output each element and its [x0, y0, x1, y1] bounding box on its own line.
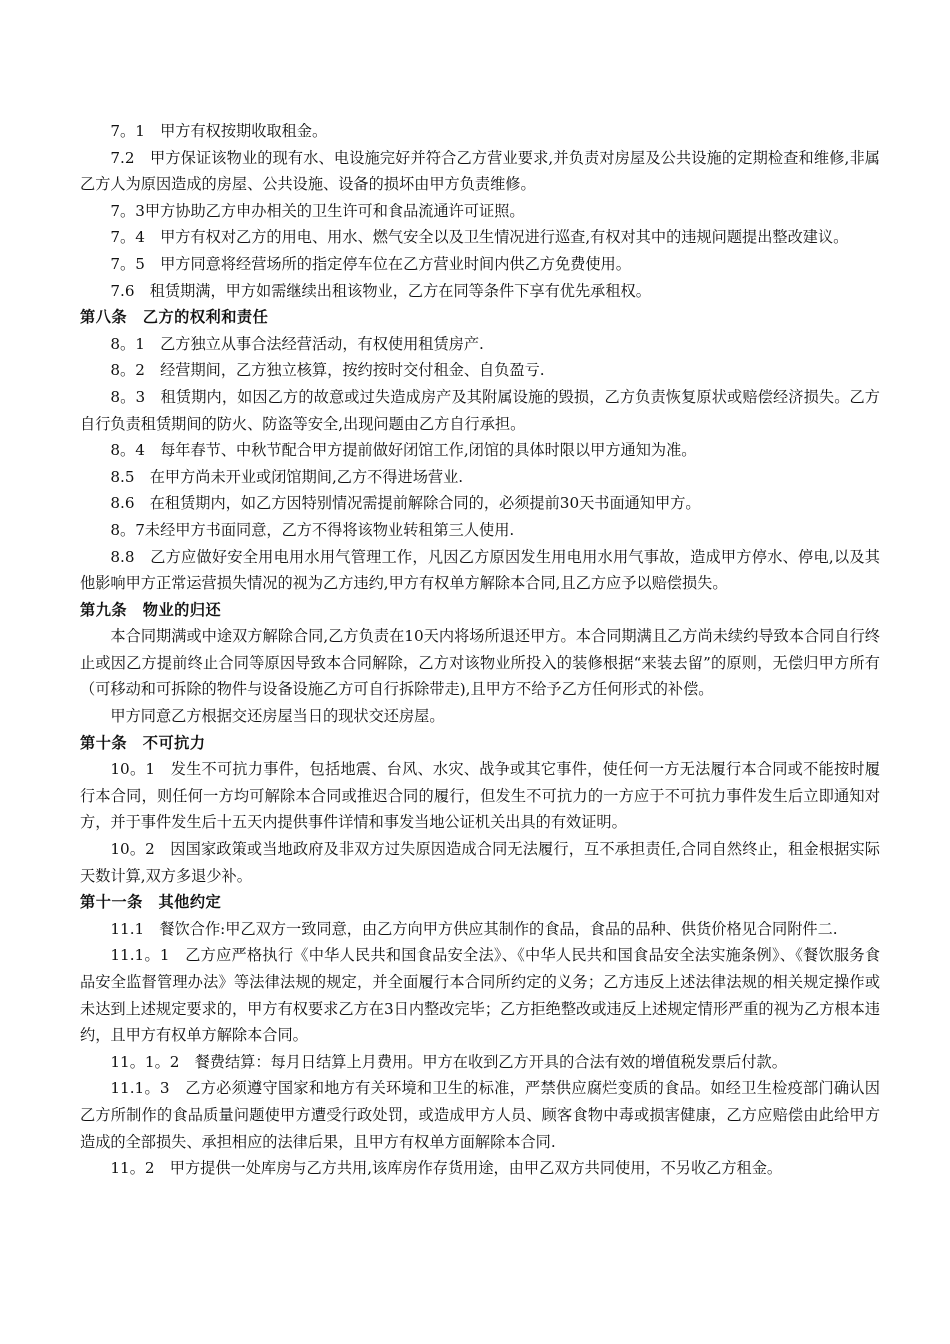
clause-7-1: 7。1 甲方有权按期收取租金。: [110, 122, 328, 140]
article-9-heading: 第九条 物业的归还: [80, 600, 222, 619]
clause-11-1-2: 11。1。2 餐费结算：每月日结算上月费用。甲方在收到乙方开具的合法有效的增值税发票后付款。: [110, 1052, 787, 1071]
clause-7-4: 7。4 甲方有权对乙方的用电、用水、燃气安全以及卫生情况进行巡查,有权对其中的违规问题提出整改建议。: [110, 228, 849, 247]
clause-7-6: 7.6 租赁期满，甲方如需继续出租该物业，乙方在同等条件下享有优先承租权。: [110, 281, 651, 300]
article-7-section: [80, 118, 880, 304]
clause-11-1-1: 11.1。1 乙方应严格执行《中华人民共和国食品安全法》、《中华人民共和国食品安全法实施条例》、《餐饮服务食品安全监督管理办法》等法律法规的规定，并全面履行本合同所约定的义务；乙方违反上述法律法规的相关规定操作或未达到上述规定要求的，甲方有权要求乙方在3日内整改完毕；乙方拒绝整改或违反上述规定情形严重的视为乙方根本违约，且甲方有权单方解除本合同。: [80, 946, 880, 1045]
clause-11-2: 11。2 甲方提供一处库房与乙方共用,该库房作存货用途，由甲乙双方共同使用，不另收乙方租金。: [110, 1159, 783, 1178]
clause-10-2: 10。2 因国家政策或当地政府及非双方过失原因造成合同无法履行，互不承担责任,合同自然终止，租金根据实际天数计算,双方多退少补。: [80, 840, 880, 885]
clause-8-7: 8。7未经甲方书面同意，乙方不得将该物业转租第三人使用.: [110, 520, 515, 539]
clause-8-4: 8。4 每年春节、中秋节配合甲方提前做好闭馆工作,闭馆的具体时限以甲方通知为准。: [110, 441, 697, 460]
clause-10-1: 10。1 发生不可抗力事件，包括地震、台风、水灾、战争或其它事件，使任何一方无法履行本合同或不能按时履行本合同，则任何一方均可解除本合同或推迟合同的履行，但发生不可抗力的一方应于不可抗力事件发生后立即通知对方，并于事件发生后十五天内提供事件详情和事发当地公证机关出具的有效证明。: [80, 760, 880, 832]
contract-page: [80, 118, 880, 1182]
article-11-heading: 第十一条 其他约定: [80, 893, 222, 912]
article-10-section: [80, 730, 880, 890]
clause-7-5: 7。5 甲方同意将经营场所的指定停车位在乙方营业时间内供乙方免费使用。: [110, 254, 631, 273]
clause-8-2: 8。2 经营期间，乙方独立核算，按约按时交付租金、自负盈亏.: [110, 361, 545, 380]
article-8-heading: 第八条 乙方的权利和责任: [80, 308, 269, 327]
article-9-section: [80, 597, 880, 730]
clause-9-paragraph-2: 甲方同意乙方根据交还房屋当日的现状交还房屋。: [110, 707, 445, 726]
clause-11-1: 11.1 餐饮合作:甲乙双方一致同意，由乙方向甲方供应其制作的食品，食品的品种、供货价格见合同附件二.: [110, 919, 838, 938]
clause-8-6: 8.6 在租赁期内，如乙方因特别情况需提前解除合同的，必须提前30天书面通知甲方。: [110, 494, 701, 513]
clause-8-3: 8。3 租赁期内，如因乙方的故意或过失造成房产及其附属设施的毁损，乙方负责恢复原状或赔偿经济损失。乙方自行负责租赁期间的防火、防盗等安全,出现问题由乙方自行承担。: [80, 387, 880, 433]
clause-11-1-3: 11.1。3 乙方必须遵守国家和地方有关环境和卫生的标准，严禁供应腐烂变质的食品。如经卫生检疫部门确认因乙方所制作的食品质量问题使甲方遭受行政处罚，或造成甲方人员、顾客食物中毒或损害健康，乙方应赔偿由此给甲方造成的全部损失、承担相应的法律后果，且甲方有权单方面解除本合同.: [80, 1079, 880, 1151]
article-10-heading: 第十条 不可抗力: [80, 733, 206, 752]
article-11-section: [80, 889, 880, 1182]
clause-8-5: 8.5 在甲方尚未开业或闭馆期间,乙方不得进场营业.: [110, 467, 464, 486]
clause-7-2: 7.2 甲方保证该物业的现有水、电设施完好并符合乙方营业要求,并负责对房屋及公共设施的定期检查和维修,非属乙方人为原因造成的房屋、公共设施、设备的损坏由甲方负责维修。: [80, 148, 880, 194]
clause-8-8: 8.8 乙方应做好安全用电用水用气管理工作，凡因乙方原因发生用电用水用气事故，造成甲方停水、停电,以及其他影响甲方正常运营损失情况的视为乙方违约,甲方有权单方解除本合同,且乙方应予以赔偿损失。: [80, 547, 880, 593]
clause-7-3: 7。3甲方协助乙方申办相关的卫生许可和食品流通许可证照。: [110, 201, 525, 220]
clause-9-paragraph-1: 本合同期满或中途双方解除合同,乙方负责在10天内将场所退还甲方。本合同期满且乙方尚未续约导致本合同自行终止或因乙方提前终止合同等原因导致本合同解除，乙方对该物业所投入的装修根据“来装去留”的原则，无偿归甲方所有（可移动和可拆除的物件与设备设施乙方可自行拆除带走),且甲方不给予乙方任何形式的补偿。: [80, 627, 880, 699]
clause-8-1: 8。1 乙方独立从事合法经营活动，有权使用租赁房产.: [110, 334, 484, 353]
article-8-section: [80, 304, 880, 597]
